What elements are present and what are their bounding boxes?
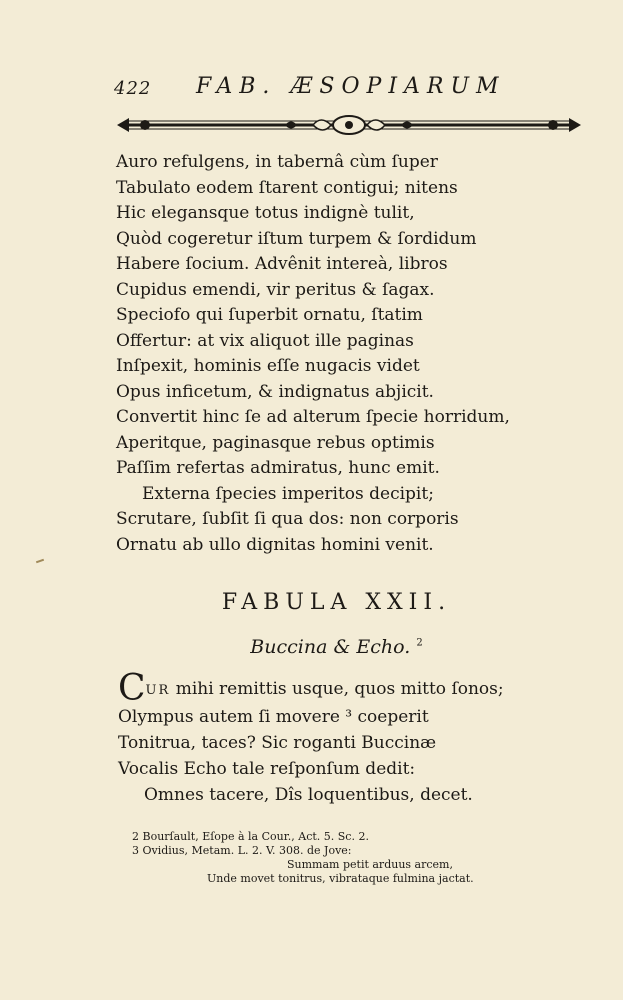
footnote: 3 Ovidius, Metam. L. 2. V. 308. de Jove: [132, 844, 352, 857]
fable-subtitle [0, 636, 623, 658]
verse-line: Paſſim refertas admiratus, hunc emit. [116, 458, 440, 478]
verse-line: Speciofo qui ſuperbit ornatu, ſtatim [116, 305, 423, 325]
ornamental-rule [115, 112, 583, 138]
verse-line: Hic elegansque totus indignè tulit, [116, 203, 415, 223]
verse-line: Opus inficetum, & indignatus abjicit. [116, 381, 434, 402]
moral-line: Scrutare, ſubſit ſi qua dos: non corporis [116, 509, 459, 529]
first-line-text: mihi remittis usque, quos mitto ſonos; [170, 679, 504, 699]
footnote: 2 Bourſault, Eſope à la Cour., Act. 5. Sc. 2. [132, 830, 369, 843]
fable-subtitle-text: Buccina & Echo. [250, 636, 411, 658]
fable-title: FABULA XXII. [221, 590, 452, 615]
fable-continuation [116, 150, 556, 558]
verse-line: Offertur: at vix aliquot ille paginas [116, 330, 414, 351]
running-title: FAB. ÆSOPIARUM [196, 74, 506, 99]
verse-line: Habere ſocium. Advênit intereà, libros [116, 254, 448, 274]
verse-line: Auro refulgens, in tabernâ cùm ſuper [116, 152, 438, 172]
verse-line: Convertit hinc ſe ad alterum ſpecie horridum, [116, 407, 510, 427]
moral-line: Omnes tacere, Dîs loquentibus, decet. [144, 785, 473, 805]
first-word-caps: UR [145, 683, 171, 698]
verse-line: Quòd cogeretur iſtum turpem & ſordidum [116, 228, 477, 249]
first-verse-line [118, 668, 563, 709]
verse-line: Cupidus emendi, vir peritus & ſagax. [116, 279, 435, 300]
verse-line: Tonitrua, taces? Sic roganti Buccinæ [118, 733, 437, 753]
page-number: 422 [114, 78, 152, 99]
fable-text [118, 668, 563, 808]
moral-line: Ornatu ab ullo dignitas homini venit. [116, 534, 434, 555]
drop-cap: C [118, 668, 146, 709]
footnote-quote: Summam petit arduus arcem, [287, 858, 453, 871]
footnote-marker: 2 [416, 637, 423, 649]
verse-line: Tabulato eodem ſtarent contigui; nitens [116, 177, 458, 198]
footnote-quote: Unde movet tonitrus, vibrataque fulmina jactat. [207, 872, 474, 885]
running-head [112, 74, 512, 104]
verse-line: Vocalis Echo tale reſponſum dedit: [118, 759, 416, 779]
verse-line: Olympus autem ſi movere ³ coeperit [118, 707, 429, 727]
verse-line: Aperitque, paginasque rebus optimis [116, 432, 435, 453]
footnotes [132, 830, 552, 886]
moral-line: Externa ſpecies imperitos decipit; [142, 483, 434, 504]
verse-line: Inſpexit, hominis eſſe nugacis videt [116, 356, 420, 376]
margin-mark [36, 559, 44, 564]
